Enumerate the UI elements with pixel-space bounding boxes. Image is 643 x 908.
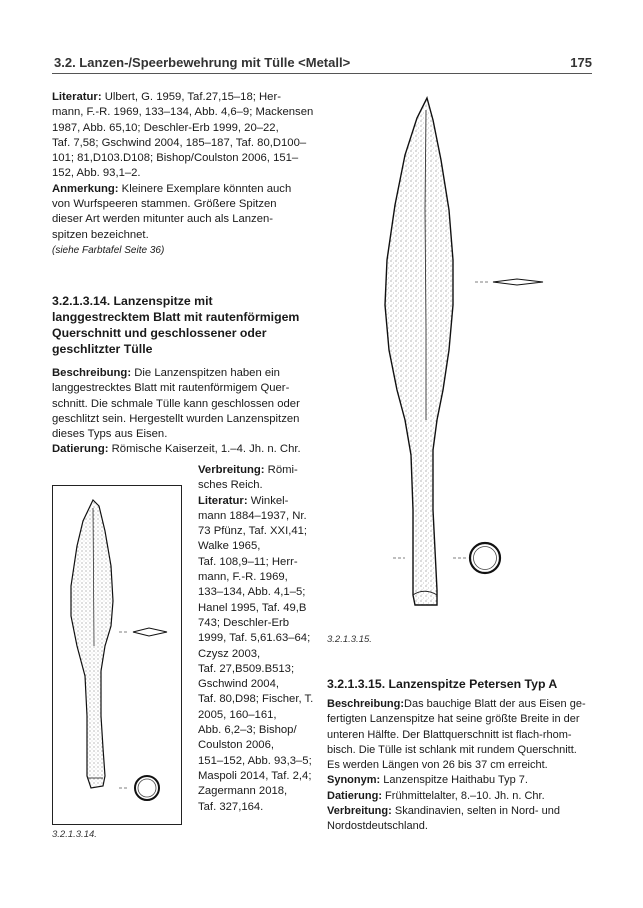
literatur-label: Literatur: (52, 91, 102, 103)
datierung-label: Datierung: (327, 789, 382, 802)
running-title: 3.2. Lanzen-/Speerbewehrung mit Tülle <Metall> (54, 55, 351, 70)
spearhead-15-drawing (325, 90, 590, 615)
literatur-line: mann, F.-R. 1969, 133–134, Abb. 4,6–9; Mackensen (52, 106, 314, 119)
literatur-line: 152, Abb. 93,1–2. (52, 167, 141, 180)
page-number: 175 (570, 55, 592, 70)
spearhead-outline (385, 98, 453, 605)
verbreitung-label: Verbreitung: (198, 464, 265, 476)
beschreibung-line: schnitt. Die schmale Tülle kann geschlossen oder (52, 397, 300, 410)
beschreibung-line: geschlitzt sein. Hergestellt wurden Lanzenspitzen (52, 412, 300, 425)
heading-line: Querschnitt und geschlossener oder (52, 326, 267, 340)
literatur-line: mann 1884–1937, Nr. (198, 509, 307, 522)
figure-14-caption: 3.2.1.3.14. (52, 829, 97, 840)
literatur-line: Hanel 1995, Taf. 49,B (198, 601, 307, 614)
literatur-line: Coulston 2006, (198, 739, 274, 752)
literatur-line: Taf. 7,58; Gschwind 2004, 185–187, Taf. 80,D100– (52, 136, 307, 149)
anmerkung-line: spitzen bezeichnet. (52, 228, 149, 241)
synonym-text: Lanzenspitze Haithabu Typ 7. (380, 774, 528, 787)
literatur-line: 73 Pfünz, Taf. XXI,41; (198, 525, 308, 538)
literatur-line: Zagermann 2018, (198, 785, 288, 798)
literatur-line: Abb. 6,2–3; Bishop/ (198, 724, 297, 737)
datierung-text: Römische Kaiserzeit, 1.–4. Jh. n. Chr. (108, 443, 301, 456)
literatur-line: Taf. 80,D98; Fischer, T. (198, 693, 314, 706)
verbreitung-line: sches Reich. (198, 479, 263, 492)
beschreibung-line: fertigten Lanzenspitze hat seine größte Breite in der (327, 713, 580, 726)
beschreibung-label: Beschreibung: (327, 698, 405, 710)
literatur-line: Taf. 327,164. (198, 800, 264, 813)
header-rule (52, 73, 592, 74)
socket-cross-section (470, 543, 500, 573)
section-14-description (52, 366, 314, 458)
literatur-label: Literatur: (198, 494, 248, 507)
rhombic-cross-section (493, 279, 543, 285)
literatur-line: 743; Deschler-Erb (198, 616, 290, 629)
literatur-line: 2005, 160–161, (198, 708, 277, 721)
beschreibung-line: dieses Typs aus Eisen. (52, 428, 168, 441)
section-14-heading (52, 293, 322, 357)
figure-15-caption: 3.2.1.3.15. (327, 634, 372, 645)
beschreibung-line: Es werden Längen von 26 bis 37 cm erreicht. (327, 759, 548, 772)
literatur-line: 133–134, Abb. 4,1–5; (198, 586, 306, 599)
literatur-line: Gschwind 2004, (198, 678, 280, 691)
literatur-line: 151–152, Abb. 93,3–5; (198, 754, 312, 767)
heading-line: geschlitzter Tülle (52, 342, 153, 356)
section-15-description (327, 697, 595, 835)
beschreibung-line: Die Lanzenspitzen haben ein (131, 367, 280, 379)
verbreitung-line: Nordostdeutschland. (327, 820, 428, 833)
datierung-text: Frühmittelalter, 8.–10. Jh. n. Chr. (382, 789, 545, 802)
verbreitung-line: Skandinavien, selten in Nord- und (391, 805, 560, 818)
anmerkung-line: von Wurfspeeren stammen. Größere Spitzen (52, 198, 277, 211)
literatur-line: Taf. 27,B509.B513; (198, 662, 295, 675)
literatur-line: Walke 1965, (198, 540, 261, 553)
previous-entry-block (52, 90, 317, 258)
beschreibung-line: bisch. Die Tülle ist schlank mit rundem Querschnitt. (327, 743, 577, 756)
spearhead-14-drawing (53, 486, 181, 824)
figure-14-frame (52, 485, 182, 825)
literatur-line: 101; 81,D103.D108; Bishop/Coulston 2006, 151– (52, 152, 299, 165)
beschreibung-line: Das bauchige Blatt der aus Eisen ge- (404, 698, 586, 710)
rhombic-cross-section (133, 628, 167, 636)
literatur-line: Ulbert, G. 1959, Taf.27,15–18; Her- (101, 91, 281, 103)
section-15-heading: 3.2.1.3.15. Lanzenspitze Petersen Typ A (327, 677, 558, 691)
literatur-line: 1999, Taf. 5,61.63–64; (198, 632, 311, 645)
anmerkung-line: Kleinere Exemplare könnten auch (118, 182, 292, 195)
spearhead-outline (71, 500, 113, 788)
heading-line: 3.2.1.3.14. Lanzenspitze mit (52, 294, 213, 308)
verbreitung-line: Römi- (264, 464, 298, 476)
synonym-label: Synonym: (327, 774, 381, 787)
literatur-line: Maspoli 2014, Taf. 2,4; (198, 769, 312, 782)
datierung-label: Datierung: (52, 443, 109, 456)
anmerkung-line: dieser Art werden mitunter auch als Lanzen- (52, 213, 274, 226)
verbreitung-label: Verbreitung: (327, 805, 392, 818)
literatur-line: Taf. 108,9–11; Herr- (198, 555, 298, 568)
running-header (52, 52, 592, 74)
section-14-side-column (198, 463, 318, 815)
literatur-line: mann, F.-R. 1969, (198, 571, 288, 584)
socket-cross-section (135, 776, 159, 800)
literatur-line: 1987, Abb. 65,10; Deschler-Erb 1999, 20–22, (52, 121, 279, 134)
beschreibung-line: langgestrecktes Blatt mit rautenförmigem Quer- (52, 382, 290, 395)
anmerkung-label: Anmerkung: (52, 182, 119, 195)
beschreibung-label: Beschreibung: (52, 367, 132, 379)
heading-line: langgestrecktem Blatt mit rautenförmigem (52, 310, 300, 324)
literatur-line: Czysz 2003, (198, 647, 261, 660)
beschreibung-line: unteren Hälfte. Der Blattquerschnitt ist flach-rhom- (327, 728, 572, 741)
farbtafel-note: (siehe Farbtafel Seite 36) (52, 244, 165, 256)
literatur-line: Winkel- (247, 494, 289, 507)
